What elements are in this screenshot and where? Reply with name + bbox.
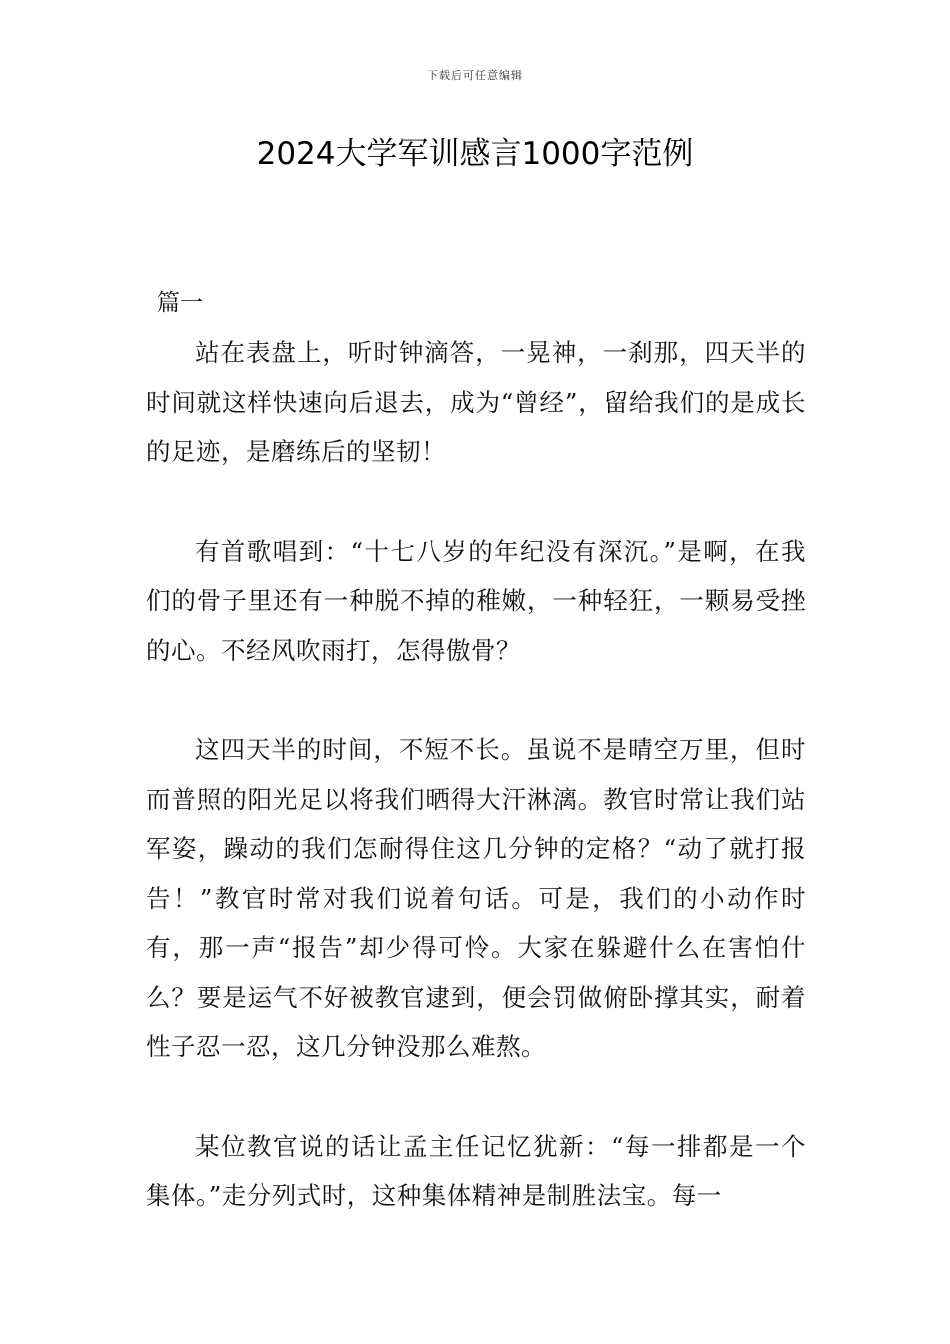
header-note: 下载后可任意编辑: [427, 69, 523, 82]
paragraph-3: 这四天半的时间，不短不长。虽说不是晴空万里，但时而普照的阳光足以将我们晒得大汗淋漓。教官时常让我们站军姿，躁动的我们怎耐得住这几分钟的定格？“动了就打报告！”教官时常对我们说着句话。可是，我们的小动作时有，那一声“报告”却少得可怜。大家在躲避什么在害怕什么？要是运气不好被教官逮到，便会罚做俯卧撑其实，耐着性子忍一忍，这几分钟没那么难熬。: [146, 735, 806, 1061]
document-body: [146, 328, 806, 1271]
paragraph-2: 有首歌唱到：“十七八岁的年纪没有深沉。”是啊，在我们的骨子里还有一种脱不掉的稚嫩，一种轻狂，一颗易受挫的心。不经风吹雨打，怎得傲骨？: [146, 536, 806, 665]
document-title: 2024大学军训感言1000字范例: [256, 136, 694, 172]
section-label: 篇一: [157, 290, 203, 316]
paragraph-4: 某位教官说的话让孟主任记忆犹新：“每一排都是一个集体。”走分列式时，这种集体精神是制胜法宝。每一: [146, 1131, 806, 1210]
paragraph-1: 站在表盘上，听时钟滴答，一晃神，一刹那，四天半的时间就这样快速向后退去，成为“曾经”，留给我们的是成长的足迹，是磨练后的坚韧！: [146, 338, 806, 466]
